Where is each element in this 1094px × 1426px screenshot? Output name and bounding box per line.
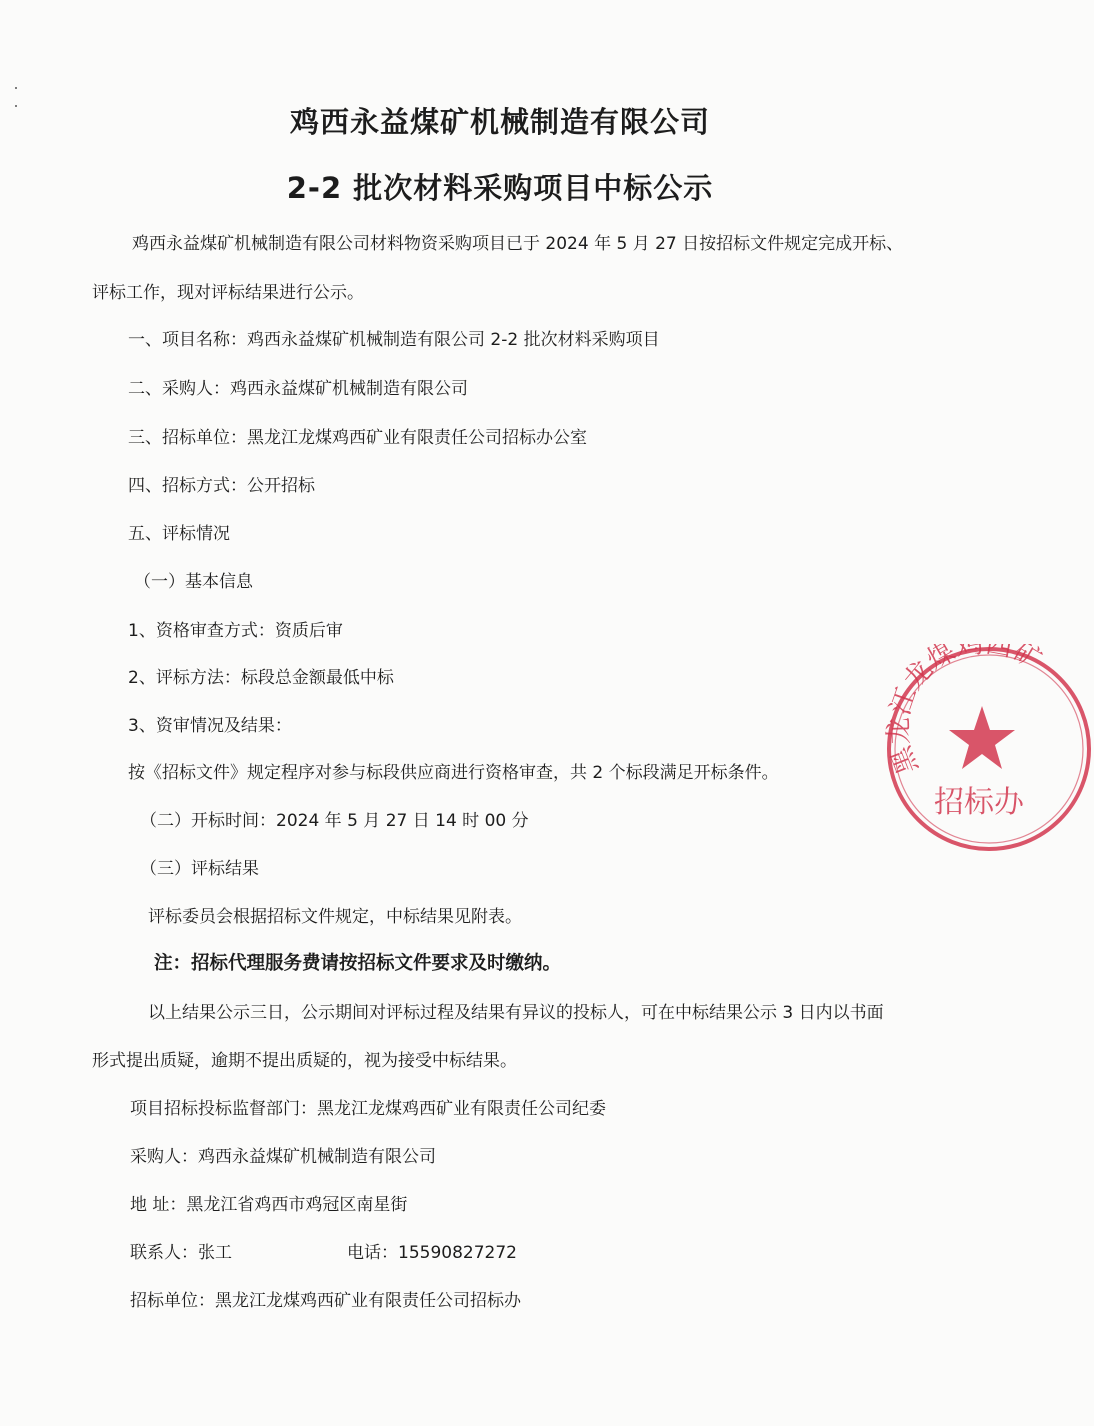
contact-person: 联系人：张工	[130, 1243, 232, 1263]
tender-method-item: 四、招标方式：公开招标	[128, 476, 315, 496]
tender-agency: 招标单位：黑龙江龙煤鸡西矿业有限责任公司招标办	[130, 1291, 521, 1311]
document-subtitle: 2-2 批次材料采购项目中标公示	[286, 171, 714, 205]
notice-line-2: 形式提出质疑，逾期不提出质疑的，视为接受中标结果。	[92, 1051, 517, 1071]
qualification-result-detail: 按《招标文件》规定程序对参与标段供应商进行资格审查，共 2 个标段满足开标条件。	[128, 763, 779, 783]
purchaser-contact: 采购人：鸡西永益煤矿机械制造有限公司	[130, 1147, 436, 1167]
qualification-result-heading: 3、资审情况及结果：	[128, 716, 292, 736]
fee-note: 注：招标代理服务费请按招标文件要求及时缴纳。	[154, 953, 562, 974]
supervisor-dept: 项目招标投标监督部门：黑龙江龙煤鸡西矿业有限责任公司纪委	[130, 1099, 606, 1119]
official-seal	[884, 644, 1094, 854]
evaluation-method: 2、评标方法：标段总金额最低中标	[128, 668, 394, 688]
document-title: 鸡西永益煤矿机械制造有限公司	[289, 105, 710, 139]
evaluation-result-detail: 评标委员会根据招标文件规定，中标结果见附表。	[148, 907, 522, 927]
project-name: 一、项目名称：鸡西永益煤矿机械制造有限公司 2-2 批次材料采购项目	[128, 330, 660, 350]
notice-line-1: 以上结果公示三日，公示期间对评标过程及结果有异议的投标人，可在中标结果公示 3 日内以书面	[148, 1003, 884, 1023]
tender-unit-item: 三、招标单位：黑龙江龙煤鸡西矿业有限责任公司招标办公室	[128, 428, 587, 448]
intro-line-2: 评标工作，现对评标结果进行公示。	[92, 283, 364, 303]
phone-number: 电话：15590827272	[347, 1243, 517, 1263]
evaluation-heading: 五、评标情况	[128, 524, 230, 544]
opening-time: （二）开标时间：2024 年 5 月 27 日 14 时 00 分	[140, 811, 529, 831]
address: 地 址：黑龙江省鸡西市鸡冠区南星街	[130, 1195, 408, 1215]
qualification-method: 1、资格审查方式：资质后审	[128, 621, 343, 641]
intro-line-1: 鸡西永益煤矿机械制造有限公司材料物资采购项目已于 2024 年 5 月 27 日按招标文件规定完成开标、	[132, 234, 904, 254]
purchaser-item: 二、采购人：鸡西永益煤矿机械制造有限公司	[128, 379, 468, 399]
star-icon	[949, 706, 1015, 769]
evaluation-result-heading: （三）评标结果	[140, 859, 259, 879]
seal-bottom-text: 招标办	[934, 785, 1024, 820]
basic-info-heading: （一）基本信息	[134, 572, 253, 592]
seal-ring-textpath: 黑龙江龙煤鸡西矿	[884, 644, 1047, 779]
